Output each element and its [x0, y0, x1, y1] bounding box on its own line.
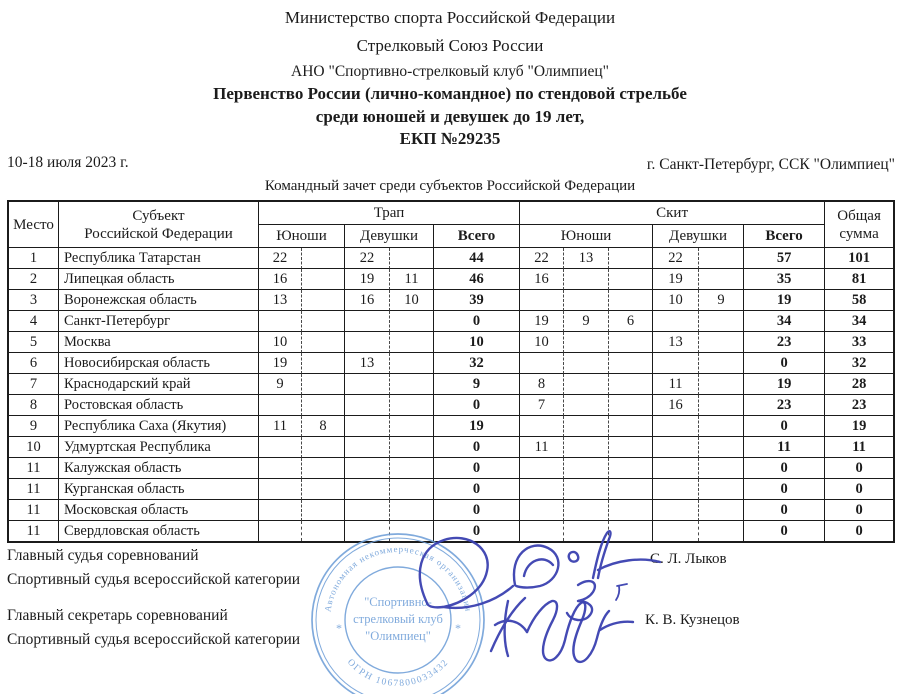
table-row: [9, 479, 893, 500]
score-cell: 0: [434, 395, 520, 416]
judge-title: Главный судья соревнований: [7, 547, 199, 564]
score-cell: 0: [434, 437, 520, 458]
score-cell: [653, 458, 699, 479]
region-cell: Республика Саха (Якутия): [59, 416, 259, 437]
region-cell: Новосибирская область: [59, 353, 259, 374]
score-cell: [259, 521, 302, 541]
score-cell: [699, 437, 744, 458]
score-cell: 19: [744, 290, 825, 311]
score-cell: 33: [825, 332, 893, 353]
score-cell: [345, 458, 390, 479]
score-cell: 16: [259, 269, 302, 290]
region-cell: Московская область: [59, 500, 259, 521]
score-cell: [390, 332, 434, 353]
score-cell: 8: [302, 416, 345, 437]
score-cell: [699, 374, 744, 395]
score-cell: [609, 416, 653, 437]
score-cell: 58: [825, 290, 893, 311]
table-row: [9, 500, 893, 521]
score-cell: [653, 479, 699, 500]
col-group-trap: Трап: [259, 202, 520, 225]
col-header-trap-boys: Юноши: [259, 225, 345, 248]
stamp-arc-bottom-text: ОГРН 1067800033432: [344, 657, 452, 690]
score-cell: 32: [434, 353, 520, 374]
score-cell: [390, 479, 434, 500]
col-header-place: Место: [9, 202, 59, 248]
score-cell: [345, 479, 390, 500]
region-cell: Санкт-Петербург: [59, 311, 259, 332]
score-cell: 10: [259, 332, 302, 353]
score-cell: [609, 395, 653, 416]
ekp-number: ЕКП №29235: [399, 129, 501, 148]
score-cell: [302, 437, 345, 458]
score-cell: 11: [520, 437, 564, 458]
score-cell: 0: [744, 416, 825, 437]
score-cell: [653, 521, 699, 541]
score-cell: [259, 458, 302, 479]
score-cell: 0: [744, 521, 825, 541]
score-cell: [564, 437, 609, 458]
score-cell: [302, 521, 345, 541]
place-cell: 8: [9, 395, 59, 416]
score-cell: [520, 353, 564, 374]
score-cell: 8: [520, 374, 564, 395]
col-header-skeet-girls: Девушки: [653, 225, 744, 248]
score-cell: [564, 290, 609, 311]
score-cell: 23: [825, 395, 893, 416]
results-table-body: [9, 248, 893, 541]
score-cell: 0: [825, 500, 893, 521]
score-cell: [345, 311, 390, 332]
region-cell: Ростовская область: [59, 395, 259, 416]
score-cell: [609, 269, 653, 290]
stamp-center-line3: "Олимпиец": [365, 629, 431, 643]
score-cell: [302, 500, 345, 521]
score-cell: [302, 311, 345, 332]
score-cell: 10: [390, 290, 434, 311]
score-cell: [259, 311, 302, 332]
score-cell: [699, 353, 744, 374]
region-cell: Курганская область: [59, 479, 259, 500]
place-cell: 9: [9, 416, 59, 437]
score-cell: [302, 269, 345, 290]
col-header-subject-line2: Российской Федерации: [84, 225, 233, 242]
place-cell: 11: [9, 458, 59, 479]
score-cell: 13: [345, 353, 390, 374]
score-cell: 19: [825, 416, 893, 437]
score-cell: 13: [653, 332, 699, 353]
round-stamp-icon: [312, 534, 484, 694]
union-title: Стрелковый Союз России: [356, 36, 544, 55]
score-cell: 10: [434, 332, 520, 353]
score-cell: 11: [653, 374, 699, 395]
club-title: АНО "Спортивно-стрелковый клуб "Олимпиец": [291, 63, 609, 80]
svg-text:ОГРН 1067800033432: [345, 657, 451, 689]
score-cell: [699, 479, 744, 500]
score-cell: [390, 458, 434, 479]
score-cell: 11: [390, 269, 434, 290]
score-cell: [564, 269, 609, 290]
score-cell: [390, 311, 434, 332]
score-cell: [653, 500, 699, 521]
score-cell: 10: [653, 290, 699, 311]
score-cell: [302, 458, 345, 479]
secretary-name: К. В. Кузнецов: [645, 612, 740, 628]
score-cell: 19: [520, 311, 564, 332]
score-cell: 23: [744, 395, 825, 416]
table-row: [9, 332, 893, 353]
score-cell: 101: [825, 248, 893, 269]
results-table-wrapper: [7, 200, 895, 543]
score-cell: [699, 395, 744, 416]
score-cell: 13: [259, 290, 302, 311]
place-cell: 7: [9, 374, 59, 395]
col-group-skeet: Скит: [520, 202, 825, 225]
svg-text:Автономная некоммерческая орга: [322, 544, 473, 613]
score-cell: 11: [259, 416, 302, 437]
score-cell: [699, 248, 744, 269]
score-cell: 23: [744, 332, 825, 353]
score-cell: [302, 290, 345, 311]
score-cell: 19: [345, 269, 390, 290]
event-dates: 10-18 июля 2023 г.: [7, 154, 129, 171]
score-cell: [609, 332, 653, 353]
score-cell: 0: [825, 479, 893, 500]
score-cell: [699, 416, 744, 437]
score-cell: [609, 479, 653, 500]
score-cell: [653, 437, 699, 458]
col-header-trap-girls: Девушки: [345, 225, 434, 248]
score-cell: [564, 332, 609, 353]
score-cell: [302, 353, 345, 374]
score-cell: 34: [744, 311, 825, 332]
col-header-skeet-boys: Юноши: [520, 225, 653, 248]
secretary-signature-icon: [491, 598, 633, 662]
table-row: [9, 248, 893, 269]
region-cell: Удмуртская Республика: [59, 437, 259, 458]
col-header-grand-total: [825, 202, 893, 248]
place-cell: 11: [9, 521, 59, 541]
header-row-1: [9, 202, 893, 225]
col-header-trap-total: Всего: [434, 225, 520, 248]
score-cell: 34: [825, 311, 893, 332]
score-cell: 0: [434, 500, 520, 521]
score-cell: [390, 437, 434, 458]
score-cell: 0: [825, 458, 893, 479]
secretary-subtitle: Спортивный судья всероссийской категории: [7, 631, 301, 648]
col-header-subject: [59, 202, 259, 248]
competition-title: Первенство России (лично-командное) по стендовой стрельбе: [213, 84, 687, 103]
table-row: [9, 374, 893, 395]
score-cell: [609, 374, 653, 395]
score-cell: [564, 458, 609, 479]
score-cell: [259, 395, 302, 416]
score-cell: [390, 416, 434, 437]
table-row: [9, 269, 893, 290]
score-cell: 9: [259, 374, 302, 395]
score-cell: 22: [259, 248, 302, 269]
score-cell: [609, 290, 653, 311]
table-row: [9, 311, 893, 332]
score-cell: 0: [744, 479, 825, 500]
score-cell: 19: [744, 374, 825, 395]
score-cell: [520, 458, 564, 479]
score-cell: [302, 395, 345, 416]
score-cell: 6: [609, 311, 653, 332]
col-header-skeet-total: Всего: [744, 225, 825, 248]
score-cell: 13: [564, 248, 609, 269]
score-cell: [520, 290, 564, 311]
col-header-subject-line1: Субъект: [132, 207, 185, 224]
place-cell: 3: [9, 290, 59, 311]
score-cell: [520, 479, 564, 500]
region-cell: Воронежская область: [59, 290, 259, 311]
table-row: [9, 290, 893, 311]
score-cell: 19: [434, 416, 520, 437]
score-cell: [520, 500, 564, 521]
event-location: г. Санкт-Петербург, ССК "Олимпиец": [646, 156, 895, 173]
score-cell: [302, 248, 345, 269]
score-cell: [302, 374, 345, 395]
stamp-star-left: *: [336, 621, 342, 635]
region-cell: Краснодарский край: [59, 374, 259, 395]
score-cell: 16: [520, 269, 564, 290]
score-cell: 0: [744, 353, 825, 374]
score-cell: [609, 500, 653, 521]
score-cell: [259, 479, 302, 500]
score-cell: 0: [744, 458, 825, 479]
score-cell: 81: [825, 269, 893, 290]
score-cell: 9: [564, 311, 609, 332]
score-cell: 0: [434, 479, 520, 500]
score-cell: 0: [434, 311, 520, 332]
score-cell: [699, 311, 744, 332]
score-cell: [390, 500, 434, 521]
place-cell: 4: [9, 311, 59, 332]
col-header-grand-total-line1: Общая: [837, 207, 881, 224]
score-cell: 44: [434, 248, 520, 269]
score-cell: 16: [653, 395, 699, 416]
score-cell: [520, 521, 564, 541]
score-cell: [699, 269, 744, 290]
stamp-arc-top-text: Автономная некоммерческая организация: [322, 543, 474, 613]
score-cell: 22: [345, 248, 390, 269]
score-cell: [609, 458, 653, 479]
place-cell: 10: [9, 437, 59, 458]
region-cell: Калужская область: [59, 458, 259, 479]
score-cell: [653, 416, 699, 437]
score-cell: [564, 416, 609, 437]
score-cell: [520, 416, 564, 437]
score-cell: 46: [434, 269, 520, 290]
place-cell: 5: [9, 332, 59, 353]
score-cell: [345, 521, 390, 541]
ministry-title: Министерство спорта Российской Федерации: [284, 8, 616, 27]
judge-name: С. Л. Лыков: [650, 551, 727, 567]
score-cell: [699, 500, 744, 521]
place-cell: 11: [9, 479, 59, 500]
table-row: [9, 395, 893, 416]
score-cell: [302, 479, 345, 500]
score-cell: 22: [653, 248, 699, 269]
score-cell: 19: [259, 353, 302, 374]
score-cell: [609, 521, 653, 541]
score-cell: [345, 332, 390, 353]
place-cell: 11: [9, 500, 59, 521]
score-cell: 57: [744, 248, 825, 269]
score-cell: 11: [744, 437, 825, 458]
score-cell: 19: [653, 269, 699, 290]
score-cell: [699, 458, 744, 479]
judge-subtitle: Спортивный судья всероссийской категории: [7, 571, 301, 588]
score-cell: [564, 374, 609, 395]
table-row: [9, 437, 893, 458]
table-row: [9, 458, 893, 479]
score-cell: [699, 521, 744, 541]
score-cell: 0: [855, 522, 863, 539]
stamp-star-right: *: [455, 621, 461, 635]
score-cell: 35: [744, 269, 825, 290]
place-cell: 6: [9, 353, 59, 374]
score-cell: 0: [434, 458, 520, 479]
score-cell: [390, 374, 434, 395]
score-cell: 22: [520, 248, 564, 269]
score-cell: [564, 479, 609, 500]
score-cell: 9: [434, 374, 520, 395]
score-cell: [390, 395, 434, 416]
score-cell: 32: [825, 353, 893, 374]
score-cell: [653, 311, 699, 332]
score-cell: [390, 353, 434, 374]
place-cell: 2: [9, 269, 59, 290]
score-cell: [564, 521, 609, 541]
score-cell: [345, 500, 390, 521]
score-cell: 28: [825, 374, 893, 395]
score-cell: [259, 500, 302, 521]
score-cell: [259, 437, 302, 458]
table-title: Командный зачет среди субъектов Российской Федерации: [264, 178, 636, 194]
score-cell: [564, 500, 609, 521]
score-cell: 0: [744, 500, 825, 521]
score-cell: [302, 332, 345, 353]
score-cell: [345, 395, 390, 416]
score-cell: 9: [699, 290, 744, 311]
table-row: [9, 353, 893, 374]
judge-signature-icon: [420, 531, 660, 620]
place-cell: 1: [9, 248, 59, 269]
table-row: [9, 521, 893, 541]
competition-subtitle: среди юношей и девушек до 19 лет,: [315, 107, 585, 126]
score-cell: [345, 437, 390, 458]
table-row: [9, 416, 893, 437]
region-cell: Москва: [59, 332, 259, 353]
score-cell: 16: [345, 290, 390, 311]
score-cell: [390, 248, 434, 269]
score-cell: 39: [434, 290, 520, 311]
stamp-center-line2: стрелковый клуб: [353, 612, 443, 626]
score-cell: 7: [520, 395, 564, 416]
score-cell: [653, 353, 699, 374]
score-cell: 0: [434, 521, 520, 541]
score-cell: 10: [520, 332, 564, 353]
score-cell: [345, 416, 390, 437]
score-cell: [609, 248, 653, 269]
score-cell: [390, 521, 434, 541]
region-cell: Свердловская область: [59, 521, 259, 541]
score-cell: [699, 332, 744, 353]
score-cell: [345, 374, 390, 395]
score-cell: 11: [825, 437, 893, 458]
region-cell: Липецкая область: [59, 269, 259, 290]
secretary-title: Главный секретарь соревнований: [7, 607, 228, 624]
results-table: [9, 202, 893, 541]
stamp-center-line1: "Спортивно-: [364, 595, 432, 609]
region-cell: Республика Татарстан: [59, 248, 259, 269]
col-header-grand-total-line2: сумма: [839, 225, 879, 242]
score-cell: [564, 395, 609, 416]
score-cell: [609, 353, 653, 374]
score-cell: [609, 437, 653, 458]
score-cell: [564, 353, 609, 374]
